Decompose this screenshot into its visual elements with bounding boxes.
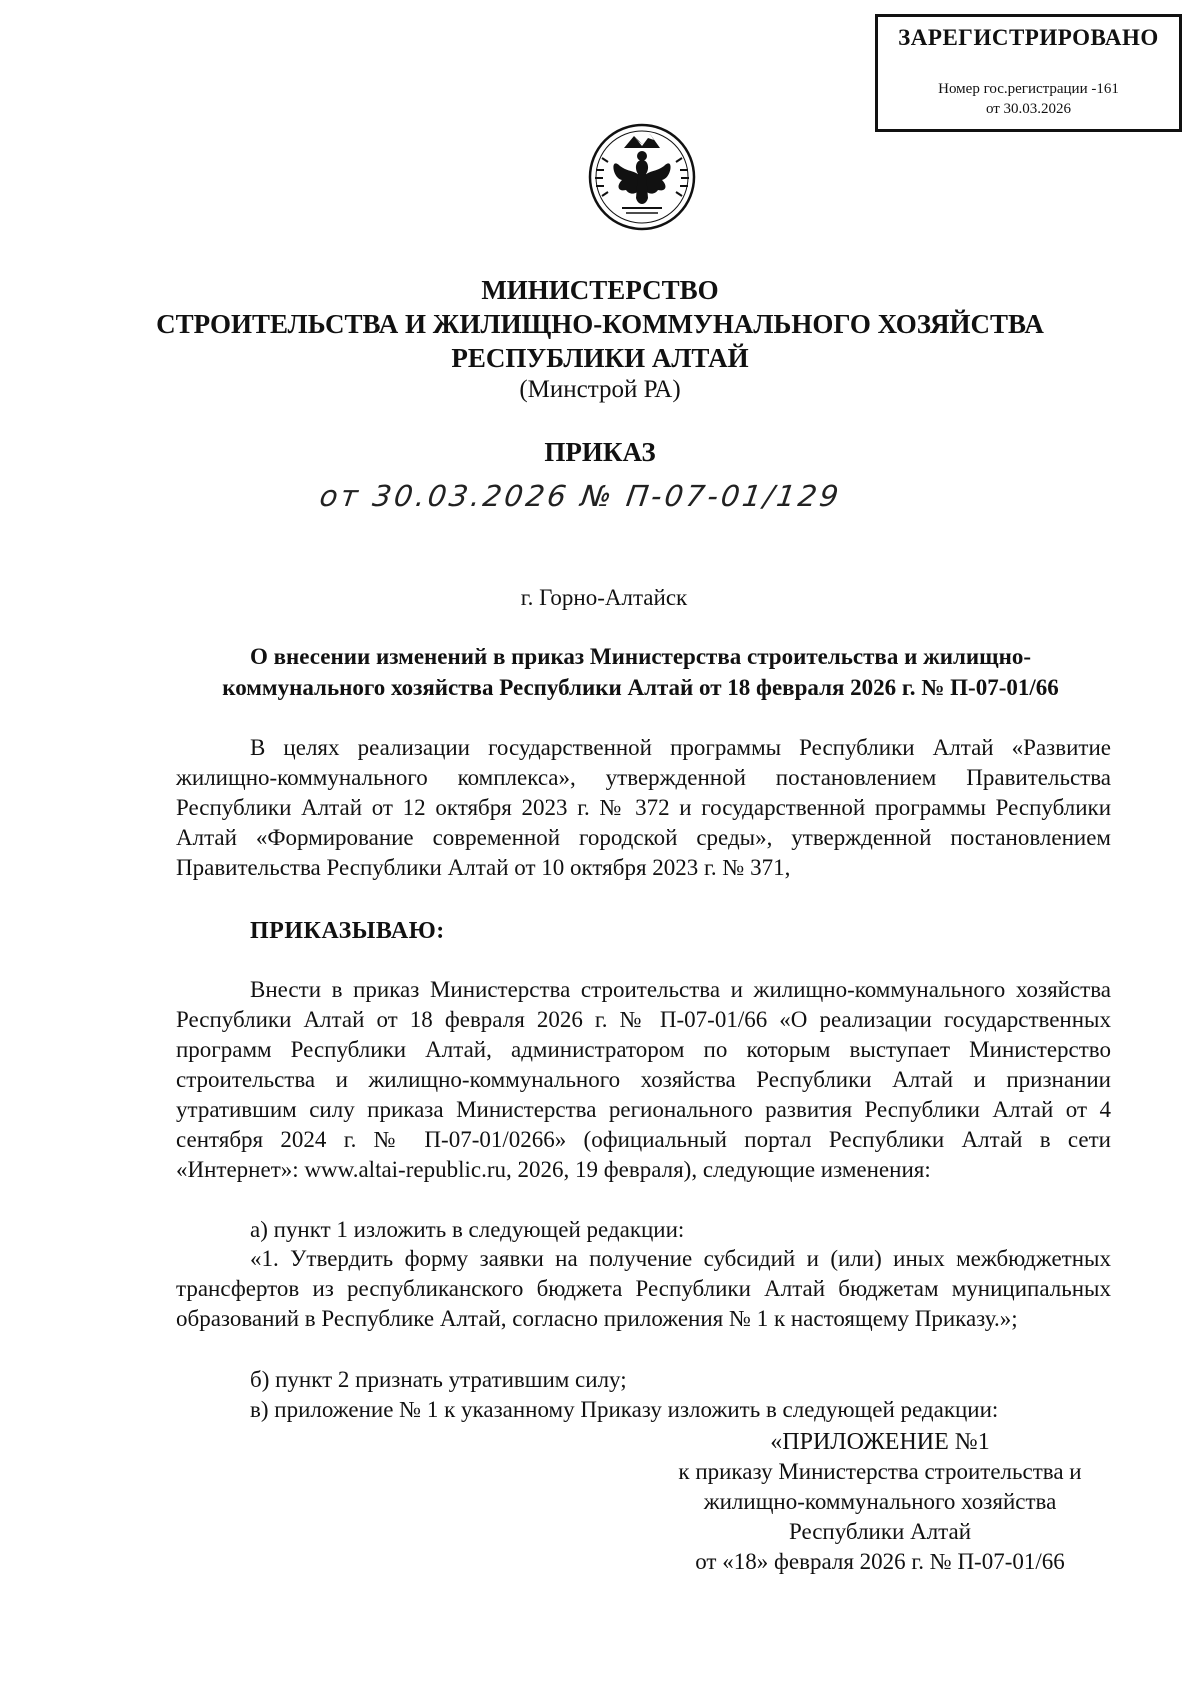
- order-subject-line2: коммунального хозяйства Республики Алтай от 18 февраля 2026 г. № П-07-01/66: [222, 675, 1059, 700]
- appendix-title: «ПРИЛОЖЕНИЕ №1: [770, 1429, 990, 1455]
- order-word: ПРИКАЗЫВАЮ:: [250, 918, 445, 944]
- item-a: а) пункт 1 изложить в следующей редакции:: [250, 1217, 685, 1242]
- handwritten-date-number: от 30.03.2026 № П-07-01/129: [317, 479, 844, 513]
- stamp-reg-date: от 30.03.2026: [985, 101, 1072, 117]
- ministry-name-line1: МИНИСТЕРСТВО: [481, 275, 719, 305]
- preamble-paragraph: В целях реализации государственной программы Республики Алтай «Развитие жилищно-коммунального комплекса», утвержденной постановлением Правительства Республики Алтай от 12 октября 2023 г. № 372 и государственной программы Республики Алтай «Формирование современной городской среды», утвержденной постановлением Правительства Республики Алтай от 10 октября 2023 г. № 371,: [176, 735, 1111, 880]
- appendix-line1: к приказу Министерства строительства и: [678, 1459, 1082, 1484]
- city: г. Горно-Алтайск: [520, 585, 688, 610]
- item-a-quote: «1. Утвердить форму заявки на получение субсидий и (или) иных межбюджетных трансфертов из республиканского бюджета Республики Алтай бюджетам муниципальных образований в Республике Алтай, согласно приложения № 1 к настоящему Приказу.»;: [176, 1246, 1111, 1331]
- order-subject-line1: О внесении изменений в приказ Министерства строительства и жилищно-: [249, 644, 1032, 669]
- stamp-reg-number: Номер гос.регистрации -161: [938, 81, 1119, 97]
- ministry-name-line2: СТРОИТЕЛЬСТВА И ЖИЛИЩНО-КОММУНАЛЬНОГО ХОЗЯЙСТВА: [156, 309, 1044, 339]
- ministry-name-line3: РЕСПУБЛИКИ АЛТАЙ: [451, 343, 749, 373]
- appendix-line4: от «18» февраля 2026 г. № П-07-01/66: [695, 1549, 1065, 1574]
- item-b: б) пункт 2 признать утратившим силу;: [250, 1367, 627, 1392]
- main-paragraph: Внести в приказ Министерства строительства и жилищно-коммунального хозяйства Республики Алтай от 18 февраля 2026 г. № П-07-01/66 «О реализации государственных программ Республики Алтай, администратором по которым выступает Министерство строительства и жилищно-коммунального хозяйства Республики Алтай и признании утратившим силу приказа Министерства регионального развития Республики Алтай от 4 сентября 2024 г. № П-07-01/0266» (официальный портал Республики Алтай в сети «Интернет»: www.altai-republic.ru, 2026, 19 февраля), следующие изменения:: [176, 977, 1111, 1182]
- item-c: в) приложение № 1 к указанному Приказу изложить в следующей редакции:: [250, 1397, 999, 1422]
- ministry-short-name: (Минстрой РА): [519, 376, 681, 403]
- registration-stamp: [875, 14, 1182, 132]
- altai-republic-coat-of-arms-icon: [582, 120, 702, 235]
- stamp-title: ЗАРЕГИСТРИРОВАНО: [898, 25, 1159, 50]
- order-subject: [178, 641, 1103, 703]
- appendix-line3: Республики Алтай: [788, 1519, 972, 1544]
- appendix-line2: жилищно-коммунального хозяйства: [703, 1489, 1057, 1514]
- appendix-header: [640, 1427, 1120, 1577]
- ministry-name: [0, 273, 1200, 375]
- document-type: ПРИКАЗ: [544, 437, 656, 467]
